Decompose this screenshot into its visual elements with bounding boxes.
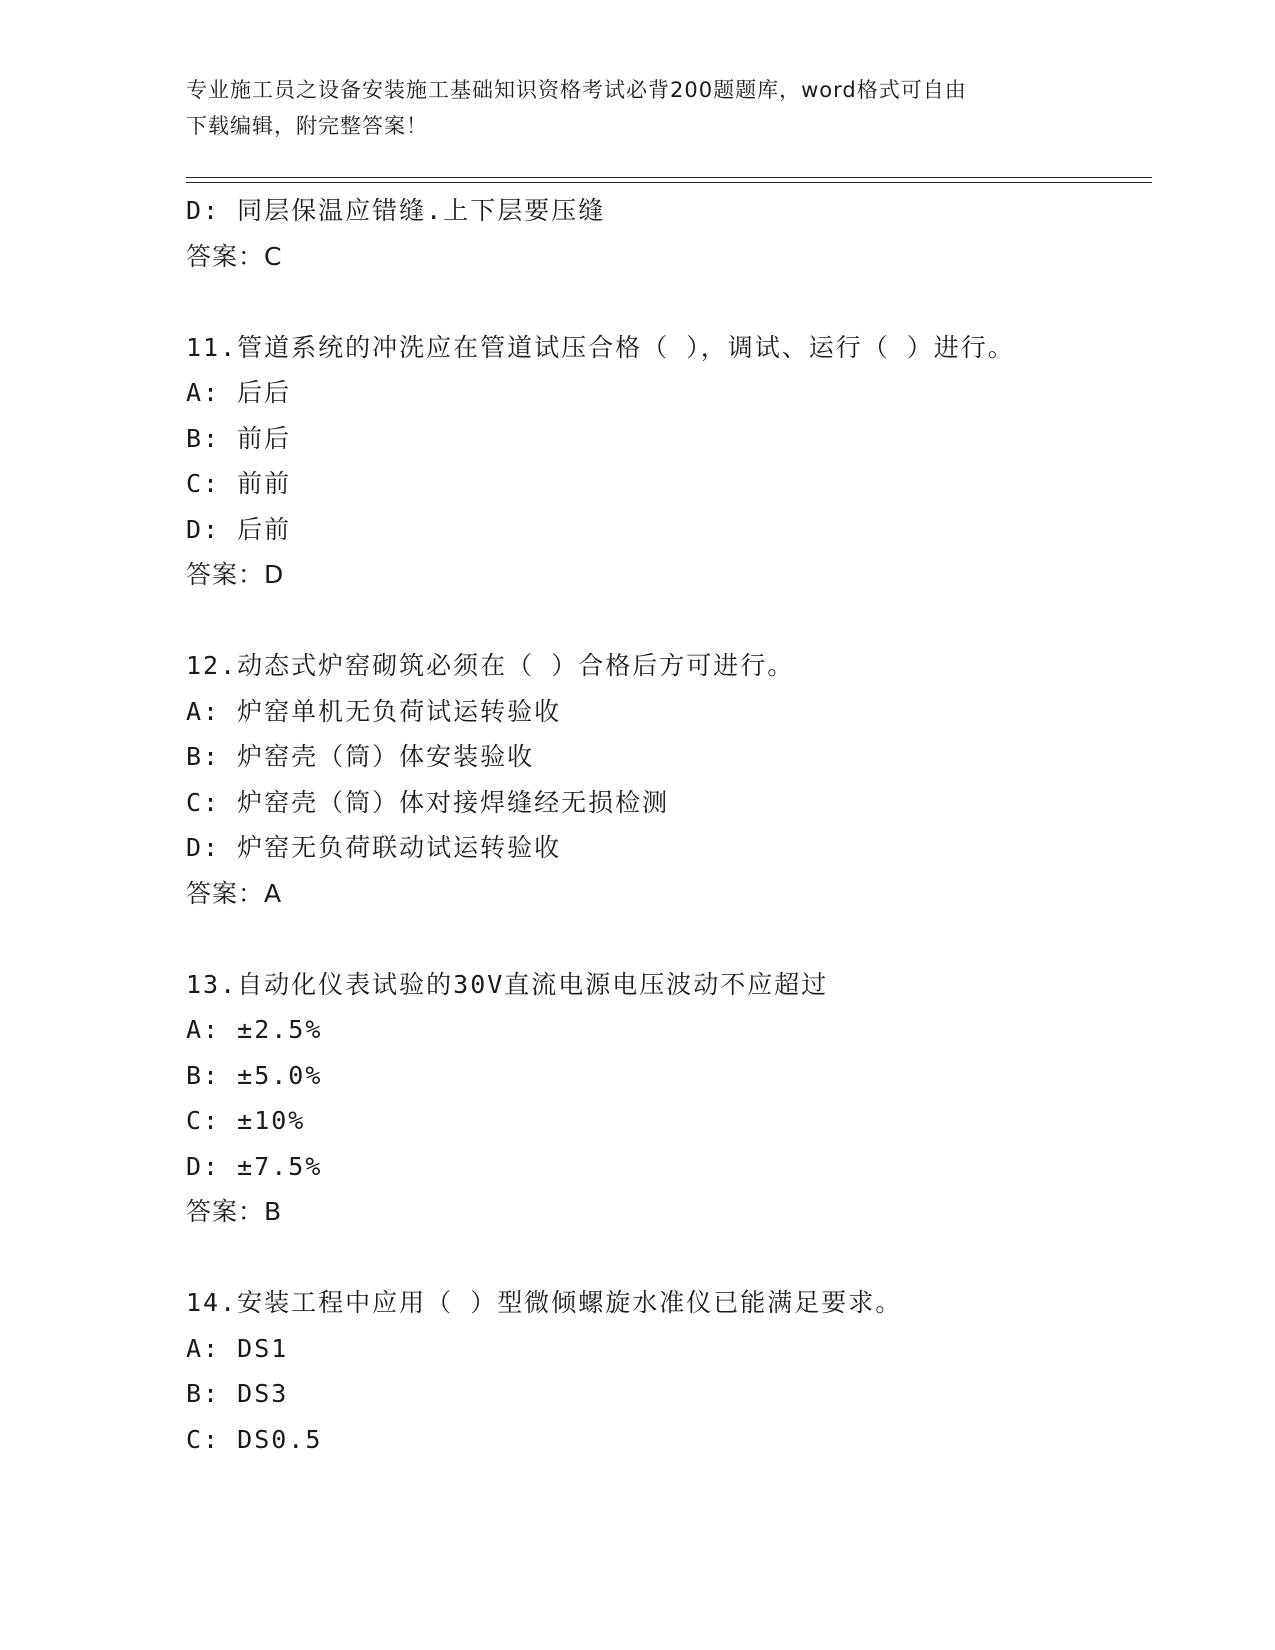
option-a: A: 后后 — [186, 378, 292, 407]
question-text: 14.安装工程中应用（ ）型微倾螺旋水准仪已能满足要求。 — [186, 1288, 903, 1317]
option-b: B: 前后 — [186, 423, 292, 453]
header-line-2: 下载编辑，附完整答案！ — [186, 114, 428, 138]
option-b: B: 炉窑壳（筒）体安装验收 — [186, 742, 535, 771]
spacer — [186, 916, 1146, 962]
option-d: D: 同层保温应错缝.上下层要压缝 — [186, 196, 606, 225]
document-header — [186, 72, 1086, 144]
question-block-14 — [186, 1280, 1146, 1462]
header-rule-top — [186, 177, 1152, 178]
answer-line: 答案：C — [186, 241, 283, 271]
spacer — [186, 279, 1146, 325]
question-list — [186, 188, 1146, 1462]
question-text: 11.管道系统的冲洗应在管道试压合格（ ），调试、运行（ ）进行。 — [186, 332, 1015, 362]
answer-line: 答案：B — [186, 1197, 283, 1226]
question-text: 12.动态式炉窑砌筑必须在（ ）合格后方可进行。 — [186, 651, 795, 680]
question-block-13 — [186, 962, 1146, 1235]
header-rule-bottom — [186, 182, 1152, 183]
option-a: A: 炉窑单机无负荷试运转验收 — [186, 696, 562, 726]
question-block-11 — [186, 325, 1146, 598]
spacer — [186, 1235, 1146, 1281]
option-c: C: ±10% — [186, 1106, 306, 1135]
answer-line: 答案：A — [186, 878, 283, 908]
option-a: A: DS1 — [186, 1333, 289, 1363]
option-a: A: ±2.5% — [186, 1015, 323, 1044]
option-c: C: 炉窑壳（筒）体对接焊缝经无损检测 — [186, 787, 670, 817]
spacer — [186, 598, 1146, 644]
answer-line: 答案：D — [186, 560, 285, 589]
question-text: 13.自动化仪表试验的30V直流电源电压波动不应超过 — [186, 969, 829, 999]
option-d: D: ±7.5% — [186, 1151, 323, 1181]
header-line-1: 专业施工员之设备安装施工基础知识资格考试必背200题题库，word格式可自由 — [186, 78, 967, 102]
option-b: B: DS3 — [186, 1379, 289, 1408]
option-c: C: DS0.5 — [186, 1424, 323, 1454]
option-b: B: ±5.0% — [186, 1060, 323, 1090]
option-d: D: 后前 — [186, 514, 292, 544]
option-c: C: 前前 — [186, 469, 292, 498]
option-d: D: 炉窑无负荷联动试运转验收 — [186, 833, 562, 862]
question-block-12 — [186, 643, 1146, 916]
question-block-10 — [186, 188, 1146, 279]
